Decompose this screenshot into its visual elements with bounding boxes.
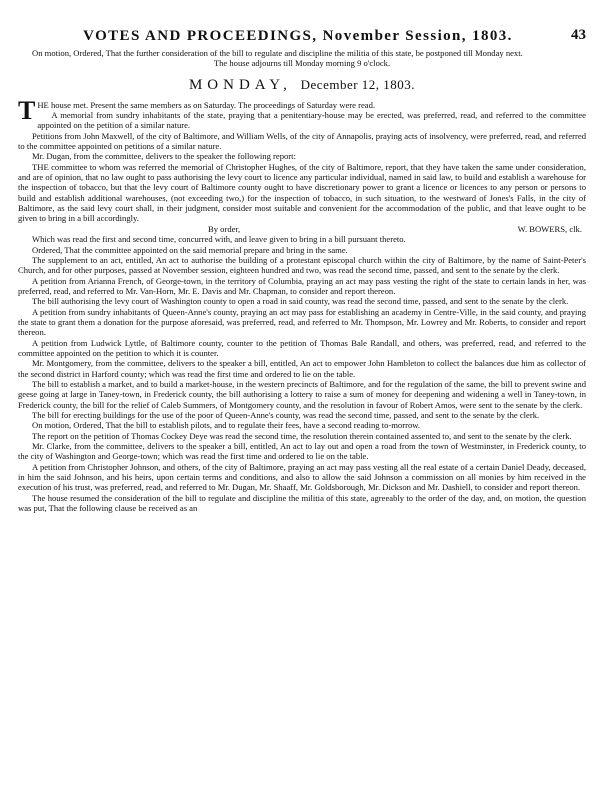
paragraph: On motion, Ordered, That the bill to establish pilots, and to regulate their fees, have a second reading to-morrow. [32,420,421,431]
paragraph: The supplement to an act, entitled, An act to authorise the building of a protestant episcopal church within the city of Baltimore, by the name of Saint-Peter's Church, and for other purposes, passed at November session, eighteen hundred and two, was read the second time, passed, and sent to the senate by the clerk. [18,254,586,276]
day-date: December 12, 1803. [300,76,416,92]
adjournment-note: The house adjourns till Monday morning 9 o'clock. [213,58,391,69]
paragraph: Petitions from John Maxwell, of the city of Baltimore, and William Wells, of the city of Annapolis, praying acts of insolvency, were preferred, read, and referred to the committee appointed on petitions of a similar nature. [18,130,586,152]
day-name: MONDAY, [188,76,292,93]
signer: W. BOWERS, clk. [517,223,582,234]
drop-cap: T [18,95,36,125]
paragraph: The bill to establish a market, and to build a market-house, in the western precincts of Baltimore, and for the regulation of the same, the bill to prevent swine and geese going at large in Taney-town, in Frederick county, the bill authorising a lottery to raise a sum of money for deepening and widening a well in Taney-town, in Frederick county, the bill for the relief of Caleb Summers, of Montgomery county, and the resolution in favour of Robert Amos, were sent to the senate by the clerk. [18,378,586,410]
page-header [18,28,586,48]
paragraph: The bill authorising the levy court of Washington county to open a road in said county, was read the second time, passed, and sent to the senate by the clerk. [32,296,569,307]
signature-line [18,224,586,234]
paragraph: Mr. Dugan, from the committee, delivers to the speaker the following report: [32,151,296,162]
paragraph: A petition from Arianna French, of George-town, in the territory of Columbia, praying an act may pass vesting the right of the state to certain lands in her, was preferred, read, and referred to Mr. Van-Horn, Mr. E. Davis and Mr. Chapman, to consider and report thereon. [18,275,586,296]
paragraph: The bill for erecting buildings for the use of the poor of Queen-Anne's county, was read the second time, passed, and sent to the senate by the clerk. [32,410,540,420]
committee-report: THE committee to whom was referred the memorial of Christopher Hughes, of the city of Baltimore, report, that they have taken the same under consideration, and are of opinion, that no law ought to pass authorising the levy court to licence any particular individual, named in said law, to build and establish a warehouse for the inspection of tobacco, but that the levy court of Baltimore county ought to have discretionary power to grant a licence or licences to any person or persons to build and establish additional warehouses, (not exceeding two,) for the inspection of tobacco, in such situation, to the westward of Jones's Falls, in the city of Baltimore, as the said levy court shall, in their judgment, consider most suitable and convenient for the accommodation of the public, and that leave ought to be given to bring in a bill accordingly. [18,161,586,224]
paragraph: Which was read the first and second time, concurred with, and leave given to bring in a bill pursuant thereto. [32,234,406,245]
paragraph: The report on the petition of Thomas Cockey Deye was read the second time, the resolution therein contained assented to, and sent to the senate by the clerk. [32,430,572,441]
paragraph: The house resumed the consideration of the bill to regulate and discipline the militia of this state, agreeably to the order of the day, and, on motion, the question was put, That the following clause be received as an [18,492,586,514]
paragraph: Mr. Montgomery, from the committee, delivers to the speaker a bill, entitled, An act to empower John Hambleton to collect the balances due him as collector of the second district in Harford county; which was read the first time and ordered to lie on the table. [18,358,586,379]
paragraph: Ordered, That the committee appointed on the said memorial prepare and bring in the same. [32,244,348,255]
paragraph: A petition from sundry inhabitants of Queen-Anne's county, praying an act may pass for establishing an academy in Centre-Ville, in the said county, and praying the state to grant them a donation for the purpose aforesaid, was preferred, read, and referred to Mr. Thompson, Mr. Lowrey and Mr. Roberts, to consider and report thereon. [18,306,586,338]
paragraph: Mr. Clarke, from the committee, delivers to the speaker a bill, entitled, An act to lay out and open a road from the town of Westminster, in Frederick county, to the city of Washington and George-town; which was read the first time and ordered to lie on the table. [18,441,586,462]
opening-text: HE house met. Present the same members as on Saturday. The proceedings of Saturday were read. [37,99,376,110]
paragraph: A memorial from sundry inhabitants of the state, praying that a penitentiary-house may be erected, was preferred, read, and referred to the committee appointed on the petition of a similar nature. [37,110,586,131]
paragraph: A petition from Ludwick Lyttle, of Baltimore county, counter to the petition of Thomas Bale Randall, and others, was preferred, read, and referred to the committee appointed on the petition to which it is counter. [18,337,586,358]
running-head: VOTES AND PROCEEDINGS, November Session, 1803. [83,28,513,44]
postpone-motion: On motion, Ordered, That the further consideration of the bill to regulate and discipline the militia of this state, be postponed till Monday next. [32,48,523,58]
by-order: By order, [208,223,241,234]
document-page [18,28,586,513]
page-number: 43 [571,27,586,43]
day-heading [18,77,586,94]
paragraph: A petition from Christopher Johnson, and others, of the city of Baltimore, praying an act may pass vesting all the real estate of a certain Daniel Deady, deceased, in him the said Johnson, and his heirs, upon certain terms and conditions, and also to allow the said Johnson a commission on all monies by him received in the execution of his trust, was preferred, read, and referred to Mr. Dugan, Mr. Shaaff, Mr. Goldsborough, Mr. Dickson and Mr. Dashiell, to consider and report thereon. [18,461,586,493]
